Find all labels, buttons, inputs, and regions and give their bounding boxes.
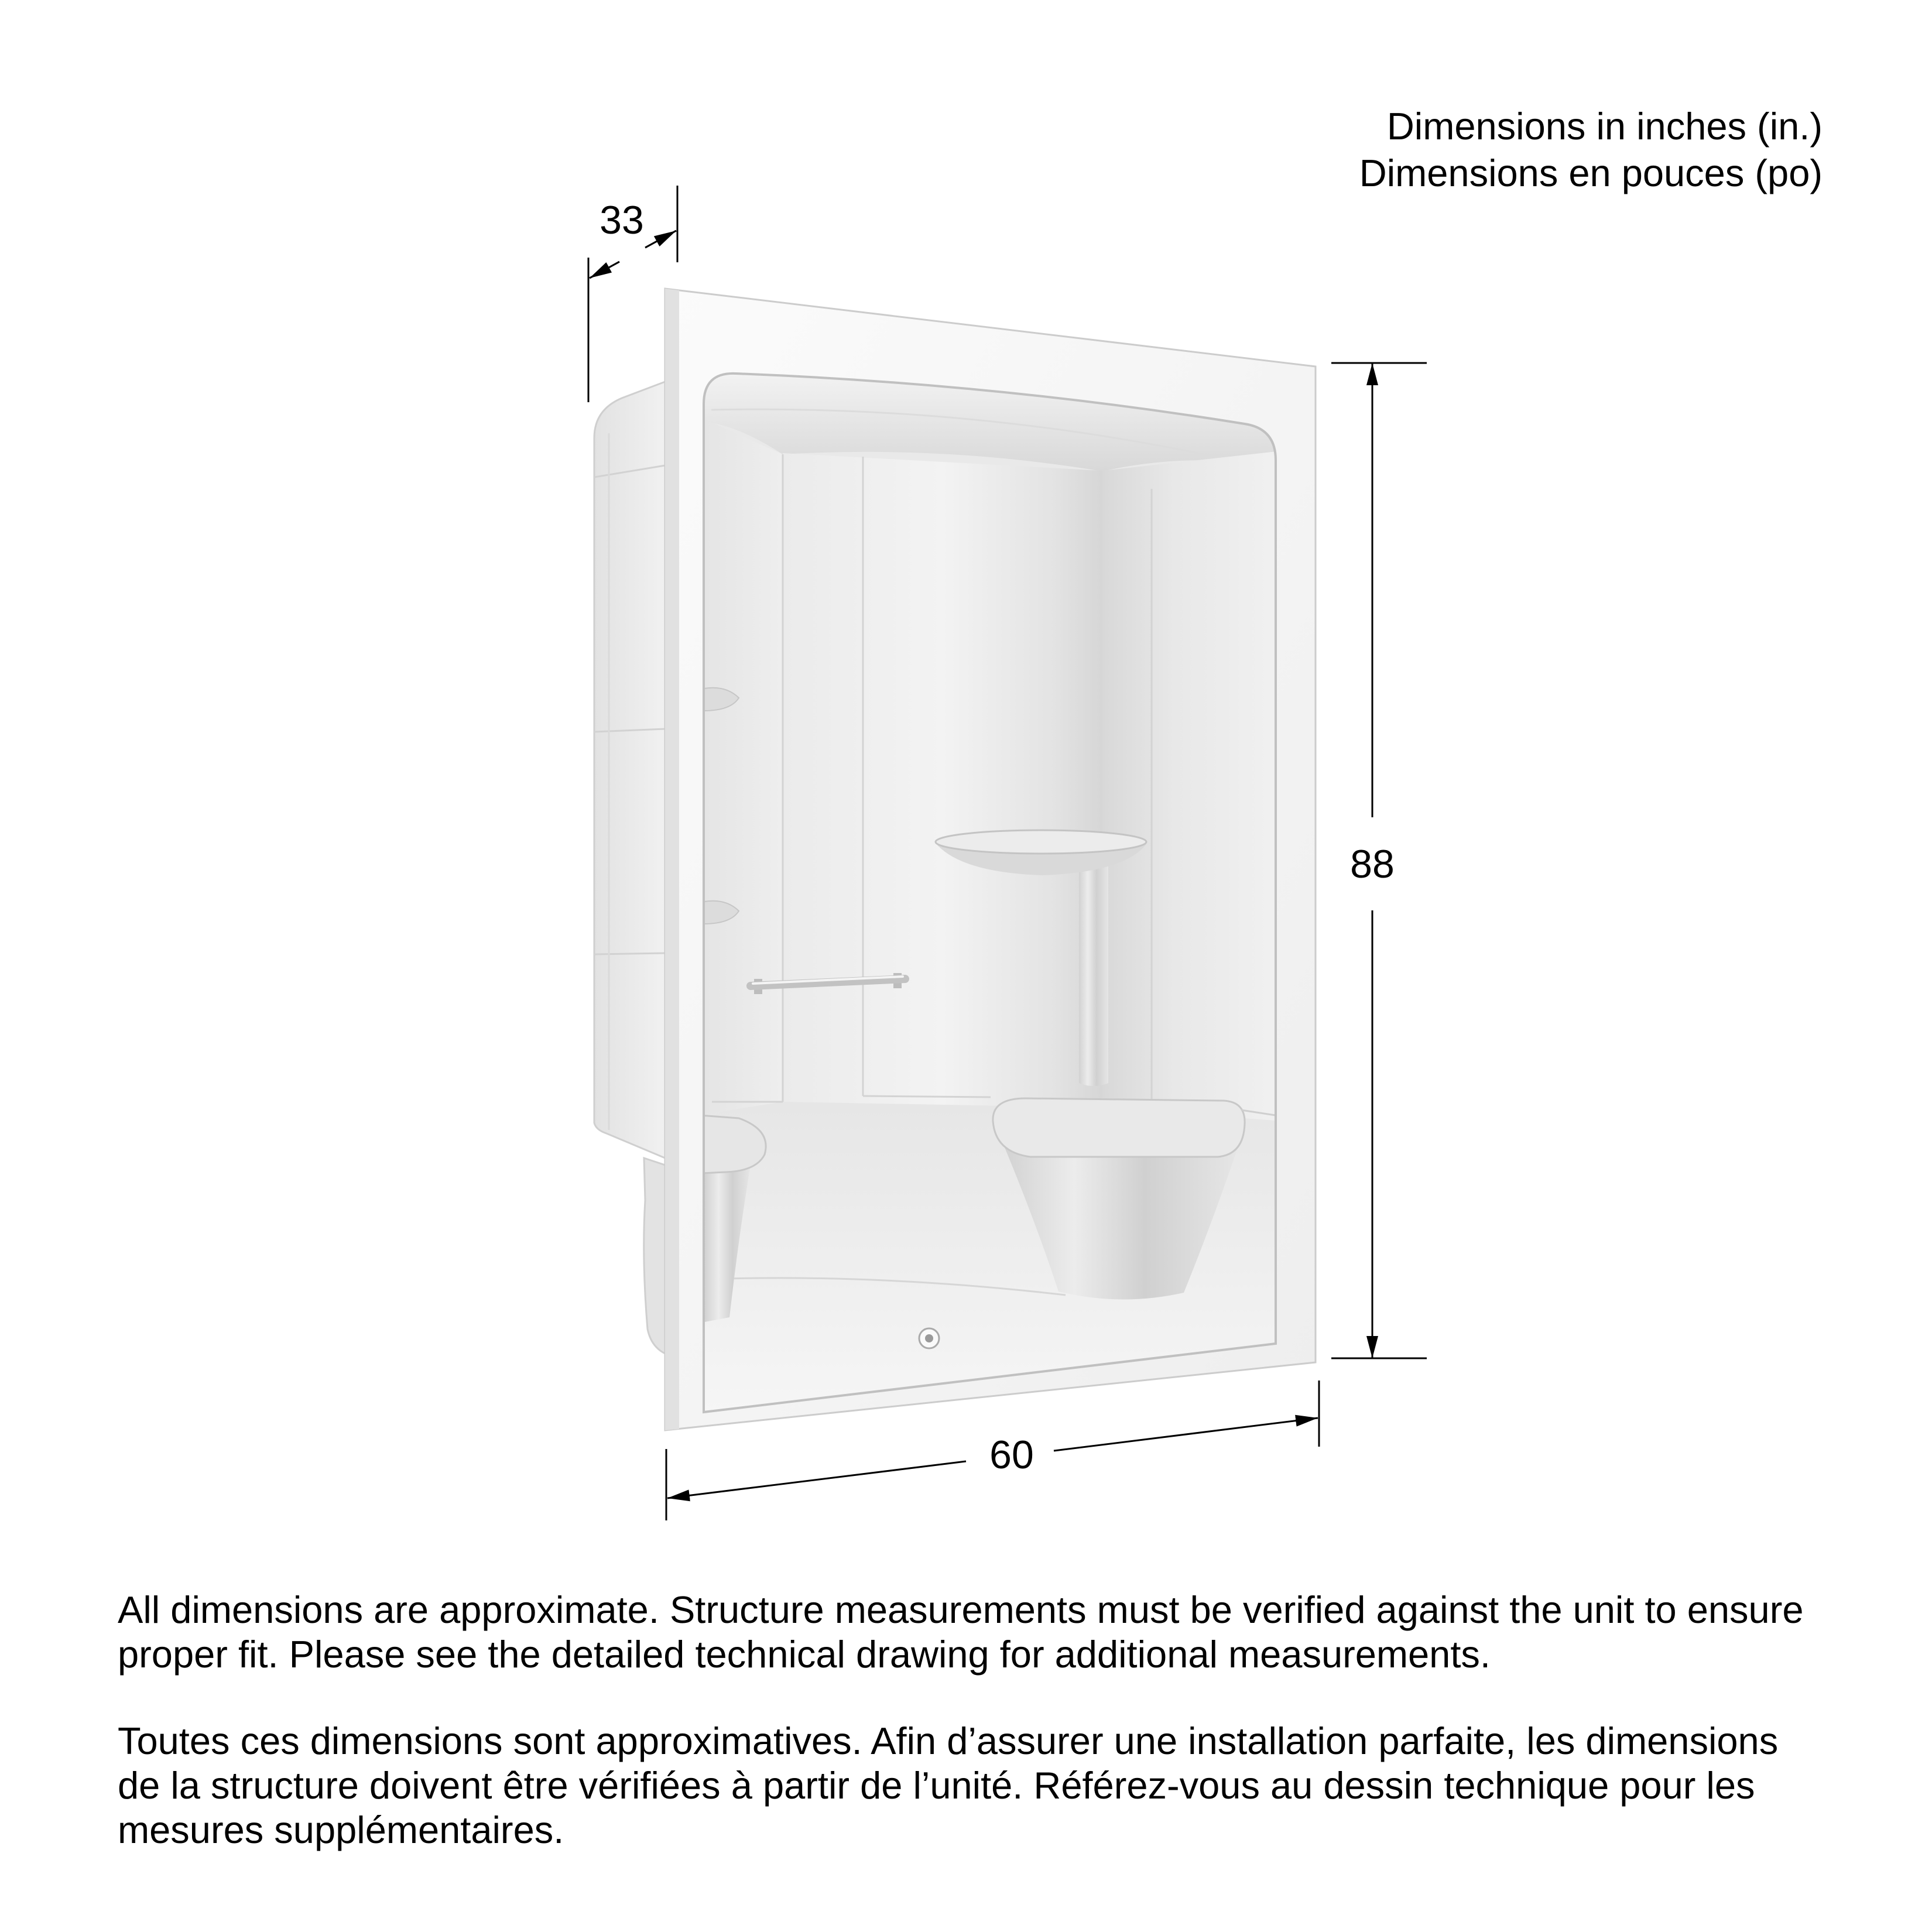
disclaimer-line: de la structure doivent être vérifiées à partir de l’unité. Référez-vous au dessin technique pour les	[118, 1764, 1755, 1807]
depth-dimension-line-right	[645, 231, 676, 248]
units-note	[1359, 103, 1823, 197]
right-seat-top	[993, 1098, 1245, 1157]
disclaimer-en	[118, 1588, 1804, 1677]
shower-interior	[691, 351, 1288, 1429]
width-dimension-line-right	[1054, 1418, 1318, 1451]
units-line-en: Dimensions in inches (in.)	[1386, 105, 1823, 148]
side-panel	[594, 382, 665, 1158]
disclaimer-line: mesures supplémentaires.	[118, 1808, 564, 1851]
flange-left-edge	[665, 289, 679, 1430]
shelf-pedestal	[1079, 861, 1108, 1086]
drain-hole	[925, 1334, 933, 1342]
left-wall	[697, 416, 783, 1115]
depth-dimension-line-left	[590, 262, 619, 278]
side-lower-panel	[644, 1158, 665, 1354]
right-wall	[1102, 451, 1282, 1121]
depth-dimension-label: 33	[600, 198, 644, 242]
drain	[919, 1328, 939, 1348]
width-dimension-line-left	[667, 1461, 966, 1498]
back-wall	[783, 453, 1102, 1108]
shelf-top	[936, 830, 1146, 854]
disclaimer-fr	[118, 1719, 1778, 1852]
side-rib	[594, 953, 665, 954]
unit-left-exterior	[594, 382, 665, 1354]
height-dimension-label: 88	[1350, 842, 1395, 886]
disclaimer-line: proper fit. Please see the detailed technical drawing for additional measurements.	[118, 1633, 1491, 1676]
wall-seam	[863, 1096, 991, 1097]
disclaimer-line: All dimensions are approximate. Structure measurements must be verified against the unit to ensure	[118, 1588, 1804, 1631]
disclaimer-line: Toutes ces dimensions sont approximatives. Afin d’assurer une installation parfaite, les dimensions	[118, 1719, 1779, 1762]
width-dimension-label: 60	[989, 1433, 1034, 1477]
units-line-fr: Dimensions en pouces (po)	[1359, 152, 1823, 194]
